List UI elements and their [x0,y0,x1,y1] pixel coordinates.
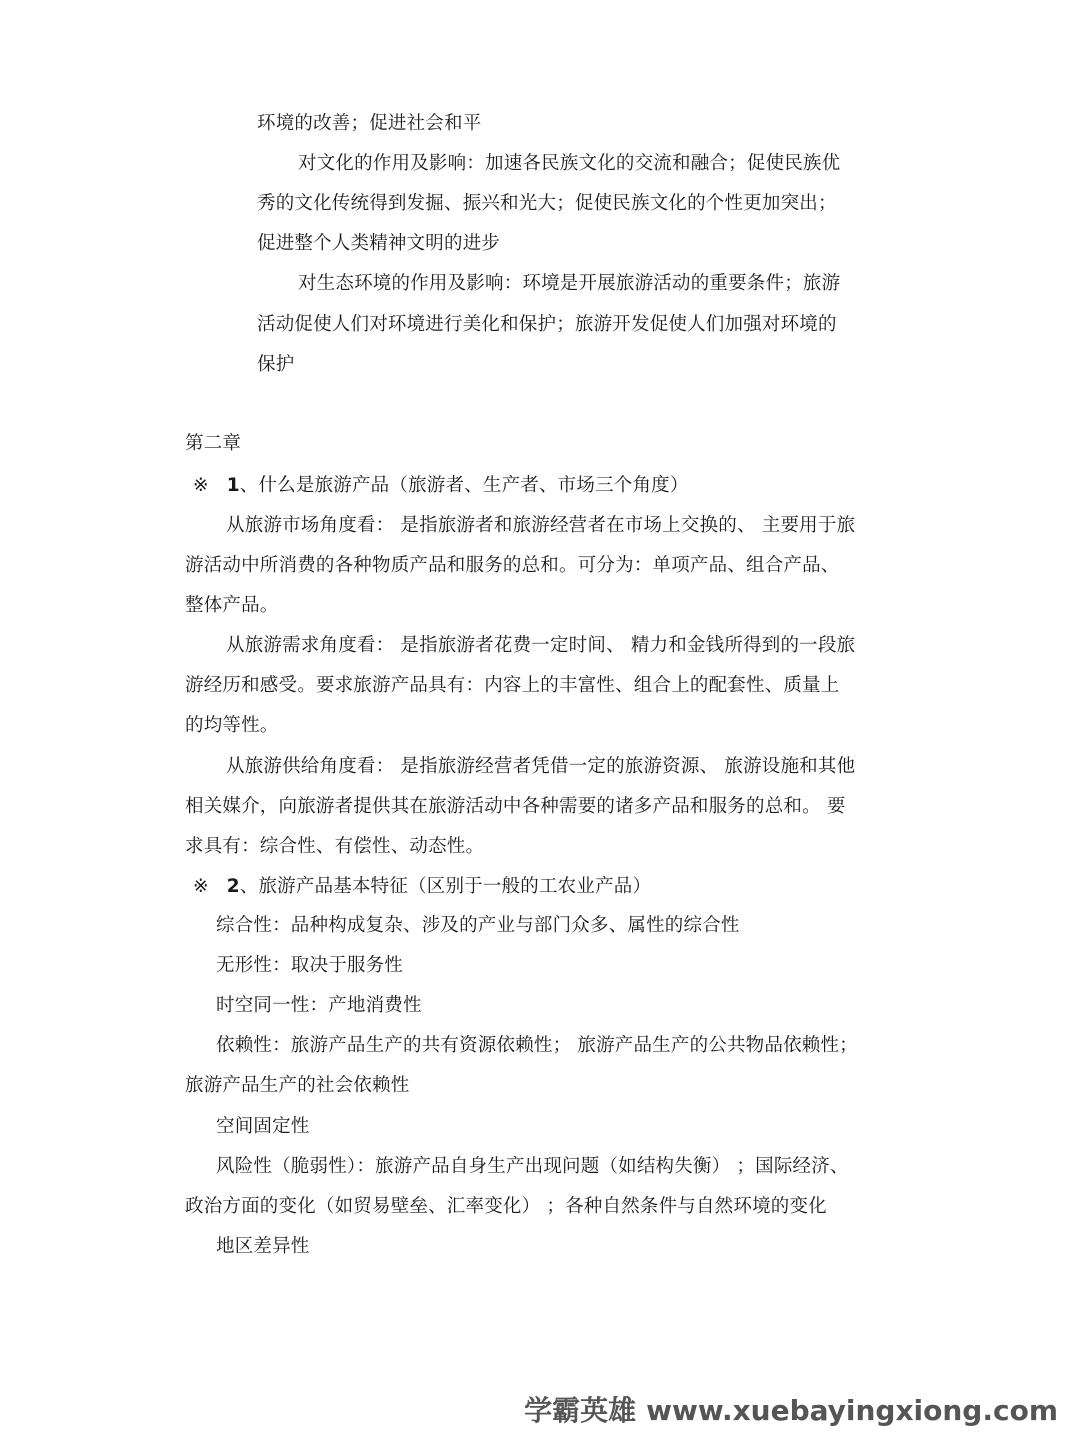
chapter-heading: 第二章 [185,433,242,454]
feature-dependence-cont: 旅游产品生产的社会依赖性 [185,1075,410,1096]
text-line-culture-3: 促进整个人类精神文明的进步 [257,233,501,254]
text-line-market-1: 从旅游市场角度看： 是指旅游者和旅游经营者在市场上交换的、 主要用于旅 [226,515,856,536]
text-line-market-3: 整体产品。 [185,595,279,616]
text-line-supply-3: 求具有：综合性、有偿性、动态性。 [185,836,485,857]
text-line-ecology-3: 保护 [257,354,295,375]
reference-mark: ※ [193,876,209,897]
question-title: 、什么是旅游产品（旅游者、生产者、市场三个角度） [239,475,689,496]
text-line-culture-2: 秀的文化传统得到发掘、振兴和光大；促使民族文化的个性更加突出； [257,193,837,214]
reference-mark: ※ [193,475,209,496]
feature-risk-cont: 政治方面的变化（如贸易壁垒、汇率变化） ；各种自然条件与自然环境的变化 [185,1196,827,1217]
feature-spacetime: 时空同一性：产地消费性 [216,995,422,1016]
question-title: 、旅游产品基本特征（区别于一般的工农业产品） [239,876,652,897]
feature-intangible: 无形性：取决于服务性 [216,955,404,976]
text-line-culture-1: 对文化的作用及影响：加速各民族文化的交流和融合；促使民族优 [298,153,841,174]
question-number: 2 [226,876,240,897]
text-line-ecology-2: 活动促使人们对环境进行美化和保护；旅游开发促使人们加强对环境的 [257,314,837,335]
feature-risk: 风险性（脆弱性）：旅游产品自身生产出现问题（如结构失衡） ；国际经济、 [216,1156,849,1177]
feature-dependence: 依赖性：旅游产品生产的共有资源依赖性； 旅游产品生产的公共物品依赖性； [216,1035,858,1056]
feature-regional-difference: 地区差异性 [216,1236,310,1257]
text-line-market-2: 游活动中所消费的各种物质产品和服务的总和。可分为：单项产品、组合产品、 [185,555,840,576]
text-line-supply-2: 相关媒介，向旅游者提供其在旅游活动中各种需要的诸多产品和服务的总和。 要 [185,796,846,817]
text-line-demand-1: 从旅游需求角度看： 是指旅游者花费一定时间、 精力和金钱所得到的一段旅 [226,635,856,656]
text-line-demand-2: 游经历和感受。要求旅游产品具有：内容上的丰富性、组合上的配套性、质量上 [185,675,840,696]
text-line-supply-1: 从旅游供给角度看： 是指旅游经营者凭借一定的旅游资源、 旅游设施和其他 [226,756,856,777]
feature-comprehensive: 综合性：品种构成复杂、涉及的产业与部门众多、属性的综合性 [216,915,740,936]
text-line-demand-3: 的均等性。 [185,715,279,736]
text-line-environment-improvement: 环境的改善；促进社会和平 [257,113,482,134]
watermark-url: www.xuebayingxiong.com [646,1394,1058,1427]
watermark-brand: 学霸英雄 [524,1394,637,1427]
feature-fixed-space: 空间固定性 [216,1116,310,1137]
question-2-heading [193,875,651,899]
site-watermark [524,1393,1058,1429]
question-1-heading [193,474,689,498]
text-line-ecology-1: 对生态环境的作用及影响：环境是开展旅游活动的重要条件；旅游 [298,273,841,294]
question-number: 1 [226,475,240,496]
